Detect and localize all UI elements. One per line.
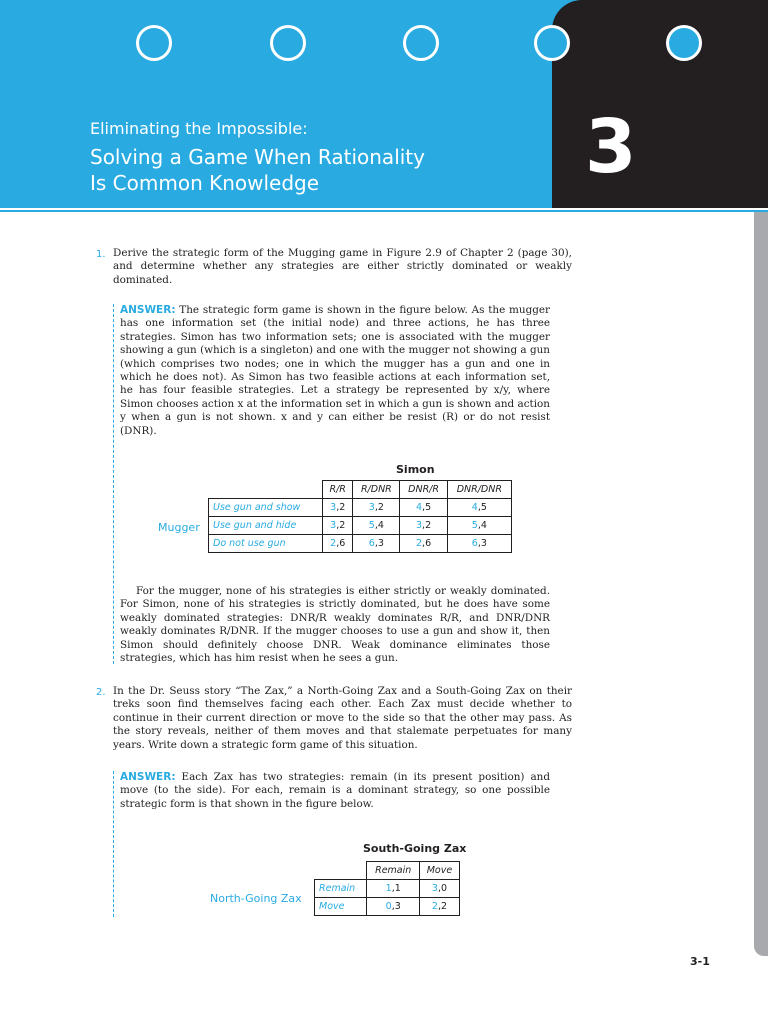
row-header: Use gun and hide xyxy=(209,517,323,535)
column-header: DNR/DNR xyxy=(447,481,511,499)
table-row xyxy=(315,898,460,916)
decorative-circle-icon xyxy=(534,25,570,61)
col-payoff: 6 xyxy=(425,538,432,549)
row-player-label: Mugger xyxy=(158,521,200,534)
col-payoff: 3 xyxy=(394,901,401,912)
answer-margin-rule xyxy=(113,771,114,917)
answer-paragraph xyxy=(120,771,550,811)
chapter-title-line: Is Common Knowledge xyxy=(90,171,320,195)
row-payoff: 6 xyxy=(368,538,375,549)
payoff-cell: 2,6 xyxy=(323,535,353,553)
row-payoff: 3 xyxy=(330,520,337,531)
col-payoff: 2 xyxy=(377,502,384,513)
row-payoff: 3 xyxy=(431,883,438,894)
payoff-table xyxy=(208,480,512,553)
answer-margin-rule xyxy=(113,304,114,664)
payoff-cell: 3,2 xyxy=(353,499,400,517)
column-header: Remain xyxy=(367,862,419,880)
answer-paragraph: For the mugger, none of his strategies is either strictly or weakly dominated. For Simon, none of his strategies is strictly dominated, but he does have some weakly dominated strategies: DNR/R weakly dominates R/R, and DNR/DNR weakly dominates R/DNR. If the mugger chooses to use a gun and show it, then Simon should definitely choose DNR. Weak dominance eliminates those strategies, which has him resist when he sees a gun. xyxy=(120,585,550,665)
payoff-cell: 5,4 xyxy=(447,517,511,535)
question-number: 1. xyxy=(96,249,106,260)
chapter-title-line: Solving a Game When Rationality xyxy=(90,145,425,169)
decorative-circle-icon xyxy=(666,25,702,61)
payoff-cell: 4,5 xyxy=(400,499,447,517)
row-payoff: 1 xyxy=(385,883,392,894)
table-row xyxy=(315,880,460,898)
table-header-row xyxy=(315,862,460,880)
row-header: Remain xyxy=(315,880,367,898)
payoff-cell: 3,0 xyxy=(419,880,459,898)
column-header: Move xyxy=(419,862,459,880)
question-number: 2. xyxy=(96,687,106,698)
column-header: DNR/R xyxy=(400,481,447,499)
row-payoff: 6 xyxy=(471,538,478,549)
row-payoff: 2 xyxy=(330,538,337,549)
payoff-cell: 3,2 xyxy=(323,517,353,535)
column-player-label: Simon xyxy=(396,463,435,476)
payoff-cell: 1,1 xyxy=(367,880,419,898)
header-rule xyxy=(0,210,768,212)
answer-paragraph xyxy=(120,304,550,438)
col-payoff: 2 xyxy=(425,520,432,531)
answer-text: The strategic form game is shown in the figure below. As the mugger has one information set (the initial node) and three actions, he has three strategies. Simon has two information sets; one is associated with the mugger showing a gun (which is a singleton) and one with the mugger not showing a gun (which comprises two nodes; one in which the mugger has a gun and one in which he does not). As Simon has two feasible actions at each information set, he has four feasible strategies. Let a strategy be represented by x/y, where Simon chooses action x at the information set in which a gun is shown and action y when a gun is not shown. x and y can either be resist (R) or do not resist (DNR). xyxy=(120,304,550,437)
payoff-cell: 6,3 xyxy=(447,535,511,553)
row-payoff: 2 xyxy=(431,901,438,912)
table-header-row xyxy=(209,481,512,499)
row-payoff: 4 xyxy=(471,502,478,513)
decorative-circle-icon xyxy=(403,25,439,61)
col-payoff: 3 xyxy=(377,538,384,549)
table-row xyxy=(209,499,512,517)
answer-label: ANSWER: xyxy=(120,771,176,783)
payoff-cell: 3,2 xyxy=(400,517,447,535)
row-header: Use gun and show xyxy=(209,499,323,517)
col-payoff: 1 xyxy=(394,883,401,894)
column-player-label: South-Going Zax xyxy=(363,842,467,855)
payoff-cell: 6,3 xyxy=(353,535,400,553)
payoff-table xyxy=(314,861,460,916)
column-header: R/DNR xyxy=(353,481,400,499)
corner-cell xyxy=(315,862,367,880)
col-payoff: 3 xyxy=(480,538,487,549)
row-payoff: 3 xyxy=(416,520,423,531)
col-payoff: 6 xyxy=(339,538,346,549)
col-payoff: 5 xyxy=(425,502,432,513)
answer-text: Each Zax has two strategies: remain (in its present position) and move (to the side). For each, remain is a dominant strategy, so one possible strategic form is that shown in the figure below. xyxy=(120,771,550,810)
chapter-number: 3 xyxy=(585,104,637,190)
row-header: Do not use gun xyxy=(209,535,323,553)
col-payoff: 4 xyxy=(377,520,384,531)
chapter-supertitle: Eliminating the Impossible: xyxy=(90,119,308,138)
col-payoff: 2 xyxy=(339,502,346,513)
table-row xyxy=(209,535,512,553)
col-payoff: 0 xyxy=(440,883,448,894)
payoff-cell: 3,2 xyxy=(323,499,353,517)
row-payoff: 3 xyxy=(330,502,337,513)
decorative-circle-icon xyxy=(136,25,172,61)
column-header: R/R xyxy=(323,481,353,499)
page-edge-tab xyxy=(754,212,768,956)
col-payoff: 5 xyxy=(480,502,487,513)
row-payoff: 4 xyxy=(416,502,423,513)
decorative-circle-icon xyxy=(270,25,306,61)
payoff-cell: 4,5 xyxy=(447,499,511,517)
corner-cell xyxy=(209,481,323,499)
chapter-title xyxy=(90,144,425,196)
question-text: Derive the strategic form of the Mugging game in Figure 2.9 of Chapter 2 (page 30), and determine whether any strategies are either strictly dominated or weakly dominated. xyxy=(113,247,572,286)
row-player-label: North-Going Zax xyxy=(210,892,302,905)
row-payoff: 3 xyxy=(368,502,375,513)
payoff-cell: 5,4 xyxy=(353,517,400,535)
page-number: 3-1 xyxy=(690,955,710,968)
payoff-cell: 2,2 xyxy=(419,898,459,916)
row-payoff: 5 xyxy=(368,520,375,531)
row-payoff: 5 xyxy=(471,520,478,531)
answer-label: ANSWER: xyxy=(120,304,176,316)
col-payoff: 2 xyxy=(339,520,346,531)
row-payoff: 0 xyxy=(385,901,392,912)
table-row xyxy=(209,517,512,535)
col-payoff: 4 xyxy=(480,520,487,531)
payoff-cell: 0,3 xyxy=(367,898,419,916)
row-payoff: 2 xyxy=(416,538,423,549)
payoff-cell: 2,6 xyxy=(400,535,447,553)
row-header: Move xyxy=(315,898,367,916)
col-payoff: 2 xyxy=(440,901,448,912)
question-text: In the Dr. Seuss story “The Zax,” a North-Going Zax and a South-Going Zax on their treks soon find themselves facing each other. Each Zax must decide whether to continue in their current direction or move to the side so that the other may pass. As the story reveals, neither of them moves and that stalemate perpetuates for many years. Write down a strategic form game of this situation. xyxy=(113,685,572,751)
